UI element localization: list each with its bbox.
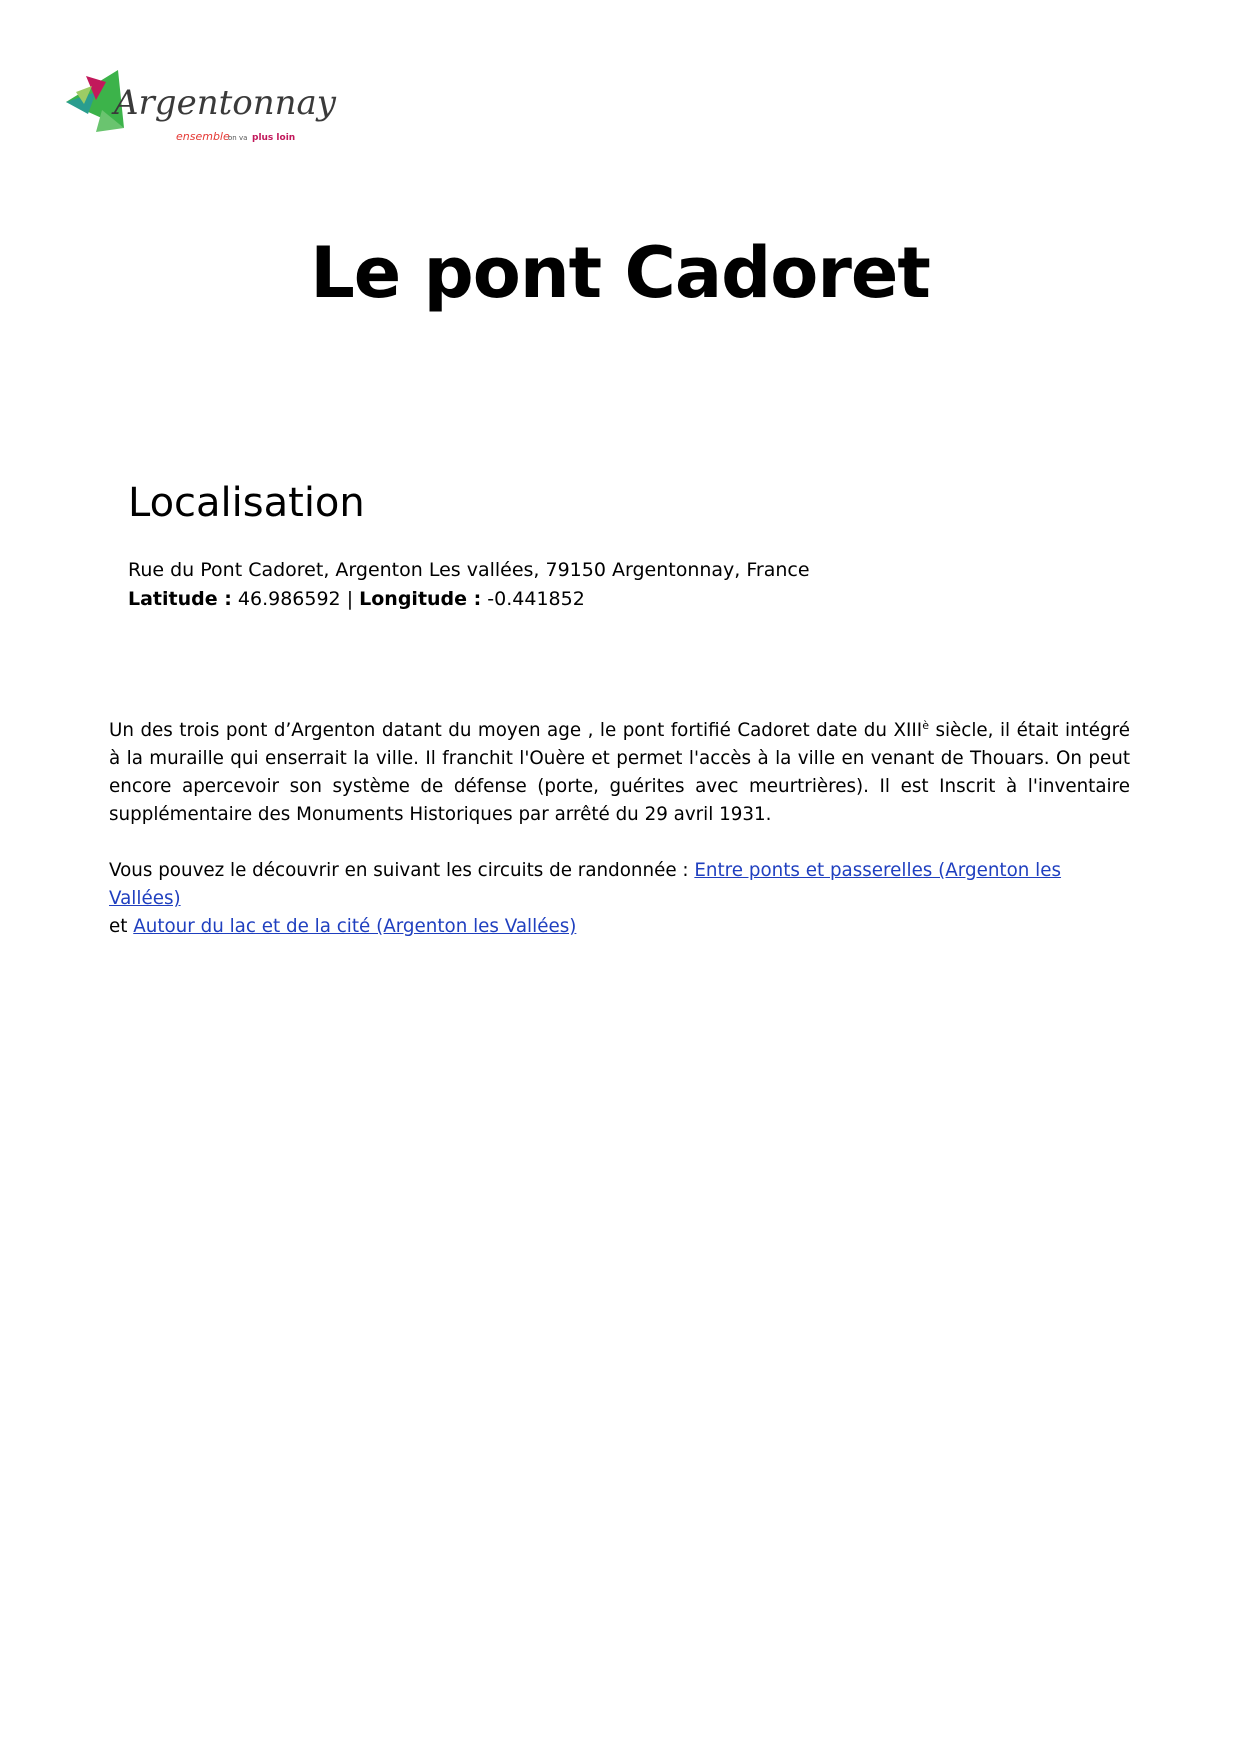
logo-tagline-ensemble: ensemble [176,130,230,143]
circuit-link-lac-cite[interactable]: Autour du lac et de la cité (Argenton les Vallées) [133,916,577,937]
latitude-value: 46.986592 [237,588,341,610]
coordinates [128,585,1028,614]
century-superscript: è [922,718,929,732]
description-part1: Un des trois pont d’Argenton datant du moyen age , le pont fortifié Cadoret date du XIII [109,720,923,741]
circuit-link-ponts-passerelles[interactable]: Entre ponts et passerelles (Argenton les Vallées) [109,860,1062,909]
longitude-value: -0.441852 [487,588,585,610]
circuits-connector: et [109,916,128,937]
description-part2: siècle, il était intégré à la muraille qui enserrait la ville. Il franchit l'Ouère et permet l'accès à la ville en venant de Thouars. On peut encore apercevoir son système de défense (porte, guérites avec meurtrières). Il est Inscrit à l'inventaire supplémentaire des Monuments Historiques par arrêté du 29 avril 1931. [109,720,1130,825]
circuits-intro: Vous pouvez le découvrir en suivant les circuits de randonnée : [109,860,695,881]
address: Rue du Pont Cadoret, Argenton Les vallées, 79150 Argentonnay, France [128,559,810,581]
logo-wordmark: Argentonnay [114,83,336,123]
longitude-label: Longitude : [359,588,482,610]
logo-tagline-plusloin: plus loin [252,133,296,143]
coordinate-separator: | [346,588,354,610]
circuits-paragraph [109,857,1130,941]
argentonnay-logo [66,70,346,166]
main-text [109,717,1130,941]
logo-graphic [66,70,346,166]
paragraph-spacer [109,829,1130,857]
localisation-heading: Localisation [128,480,365,526]
description-paragraph [109,717,1130,829]
logo-tagline-onva: on va [228,134,248,142]
page-title: Le pont Cadoret [310,232,930,314]
latitude-label: Latitude : [128,588,232,610]
localisation-block [128,556,1028,614]
